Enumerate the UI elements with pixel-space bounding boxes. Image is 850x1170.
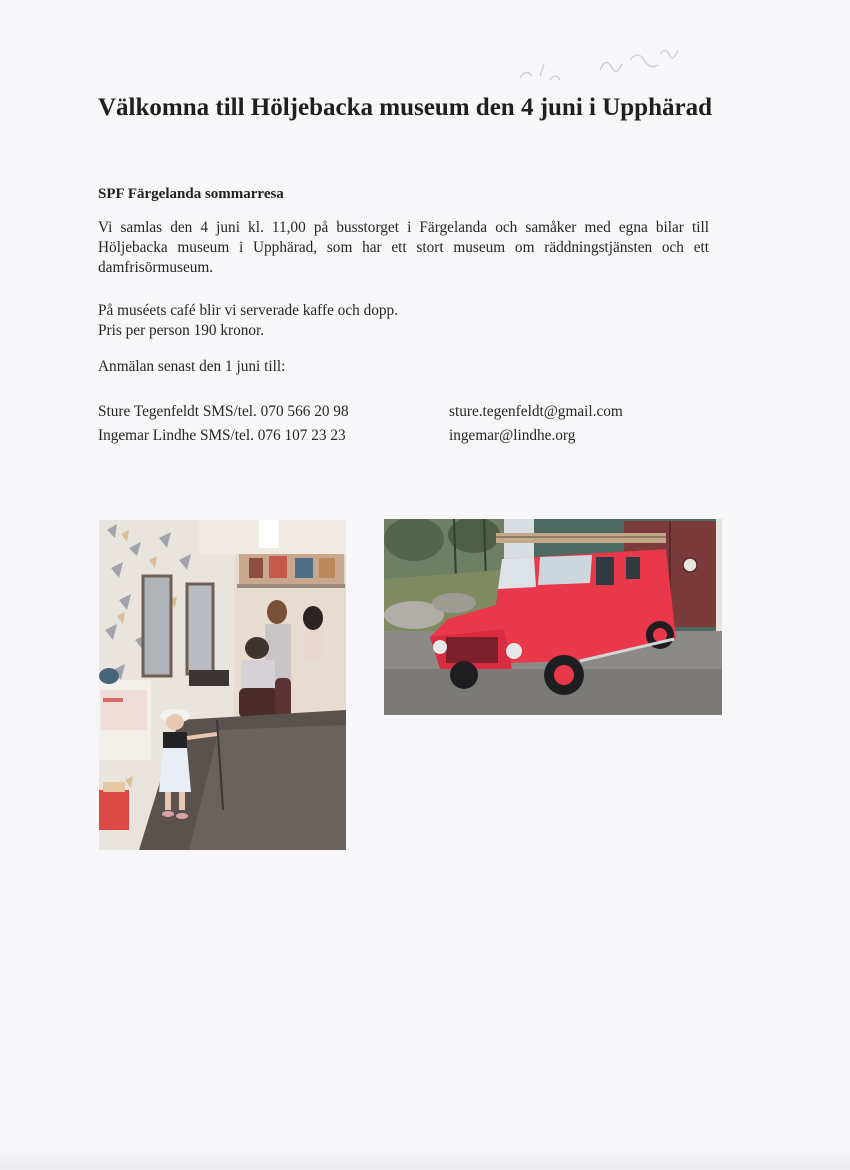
contact-email[interactable]: ingemar@lindhe.org bbox=[449, 427, 576, 444]
contact-row bbox=[98, 426, 718, 446]
contact-row bbox=[98, 402, 718, 422]
price-line: Pris per person 190 kronor. bbox=[98, 322, 265, 339]
registration-deadline: Anmälan senast den 1 juni till: bbox=[98, 358, 286, 375]
hair-salon-museum-photo bbox=[99, 520, 346, 850]
intro-paragraph: Vi samlas den 4 juni kl. 11,00 på busstorget i Färgelanda och samåker med egna bilar till Höljebacka museum i Upphärad, som har ett stort museum om räddningstjänsten och ett damfrisörmuseum. bbox=[98, 219, 709, 276]
cafe-paragraph bbox=[98, 301, 709, 341]
page-subtitle: SPF Färgelanda sommarresa bbox=[98, 186, 284, 202]
cafe-line: På muséets café blir vi serverade kaffe och dopp. bbox=[98, 302, 399, 319]
contact-name-phone: Ingemar Lindhe SMS/tel. 076 107 23 23 bbox=[98, 427, 346, 444]
handwritten-annotation bbox=[480, 40, 690, 90]
contact-name-phone: Sture Tegenfeldt SMS/tel. 070 566 20 98 bbox=[98, 403, 349, 420]
red-fire-truck-photo bbox=[384, 519, 722, 715]
scan-edge bbox=[0, 1148, 850, 1170]
contact-email[interactable]: sture.tegenfeldt@gmail.com bbox=[449, 403, 623, 420]
page-title: Välkomna till Höljebacka museum den 4 juni i Upphärad bbox=[98, 94, 712, 121]
